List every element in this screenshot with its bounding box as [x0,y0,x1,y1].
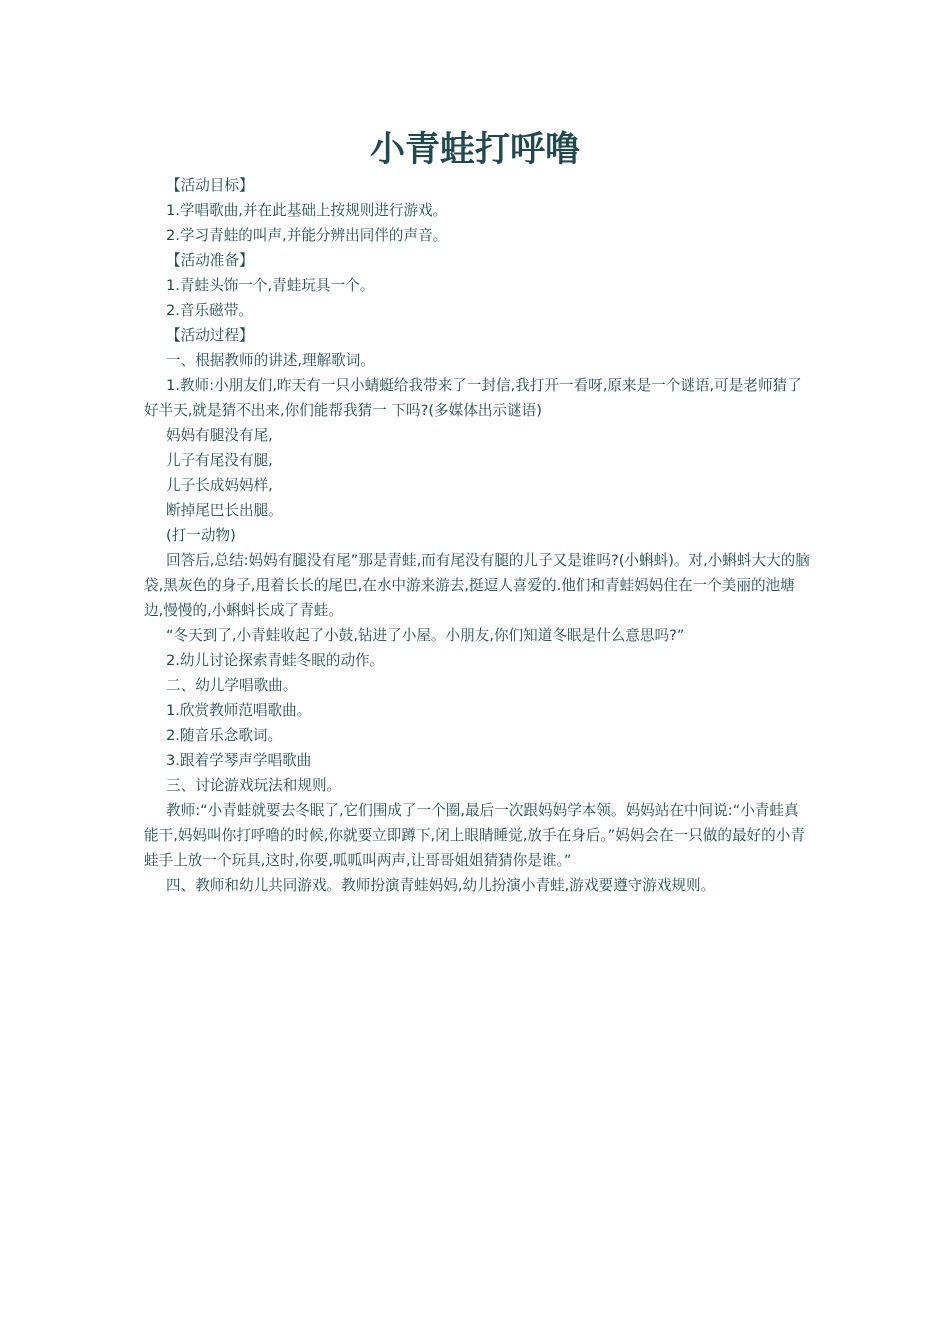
process-paragraph: 3.跟着学琴声学唱歌曲 [166,752,312,769]
document-body [144,173,812,898]
goal-item-1: 1.学唱歌曲,并在此基础上按规则进行游戏。 [166,202,448,219]
section-heading-goals: 【活动目标】 [166,177,254,194]
goal-item-2: 2.学习青蛙的叫声,并能分辨出同伴的声音。 [166,227,448,244]
process-step-3-heading: 三、讨论游戏玩法和规则。 [166,777,342,794]
process-paragraph: 回答后,总结:妈妈有腿没有尾”那是青蛙,而有尾没有腿的儿子又是谁吗?(小蝌蚪)。对,小蝌蚪大大的脑袋,黑灰色的身子,甩着长长的尾巴,在水中游来游去,挺逗人喜爱的.他们和青蛙妈妈住在一个美丽的池塘边,慢慢的,小蝌蚪长成了青蛙。 [144,552,810,619]
process-paragraph: 教师:“小青蛙就要去冬眠了,它们围成了一个圈,最后一次跟妈妈学本领。妈妈站在中间说:“小青蛙真能干,妈妈叫你打呼噜的时候,你就要立即蹲下,闭上眼睛睡觉,放手在身后。”妈妈会在一只做的最好的小青蛙手上放一个玩具,这时,你要,呱呱叫两声,让哥哥姐姐猜猜你是谁。” [144,802,805,869]
preparation-item-1: 1.青蛙头饰一个,青蛙玩具一个。 [166,277,375,294]
riddle-line: 儿子长成妈妈样, [166,477,273,494]
process-step-4: 四、教师和幼儿共同游戏。教师扮演青蛙妈妈,幼儿扮演小青蛙,游戏要遵守游戏规则。 [166,877,716,894]
preparation-item-2: 2.音乐磁带。 [166,302,253,319]
process-step-1-heading: 一、根据教师的讲述,理解歌词。 [166,352,375,369]
riddle-hint: (打一动物) [166,527,236,544]
process-step-2-heading: 二、幼儿学唱歌曲。 [166,677,298,694]
document-title: 小青蛙打呼噜 [369,130,580,170]
process-paragraph: 2.随音乐念歌词。 [166,727,283,744]
section-heading-process: 【活动过程】 [166,327,254,344]
process-paragraph: “冬天到了,小青蛙收起了小鼓,钻进了小屋。小朋友,你们知道冬眠是什么意思吗?” [166,627,685,644]
riddle-line: 妈妈有腿没有尾, [166,427,273,444]
riddle-line: 儿子有尾没有腿, [166,452,273,469]
riddle-line: 断掉尾巴长出腿。 [166,502,283,519]
process-paragraph: 1.教师:小朋友们,昨天有一只小蜻蜓给我带来了一封信,我打开一看呀,原来是一个谜语,可是老师猜了好半天,就是猜不出来,你们能帮我猜一 下吗?(多媒体出示谜语) [144,377,802,419]
process-paragraph: 2.幼儿讨论探索青蛙冬眠的动作。 [166,652,385,669]
process-paragraph: 1.欣赏教师范唱歌曲。 [166,702,312,719]
section-heading-preparation: 【活动准备】 [166,252,254,269]
